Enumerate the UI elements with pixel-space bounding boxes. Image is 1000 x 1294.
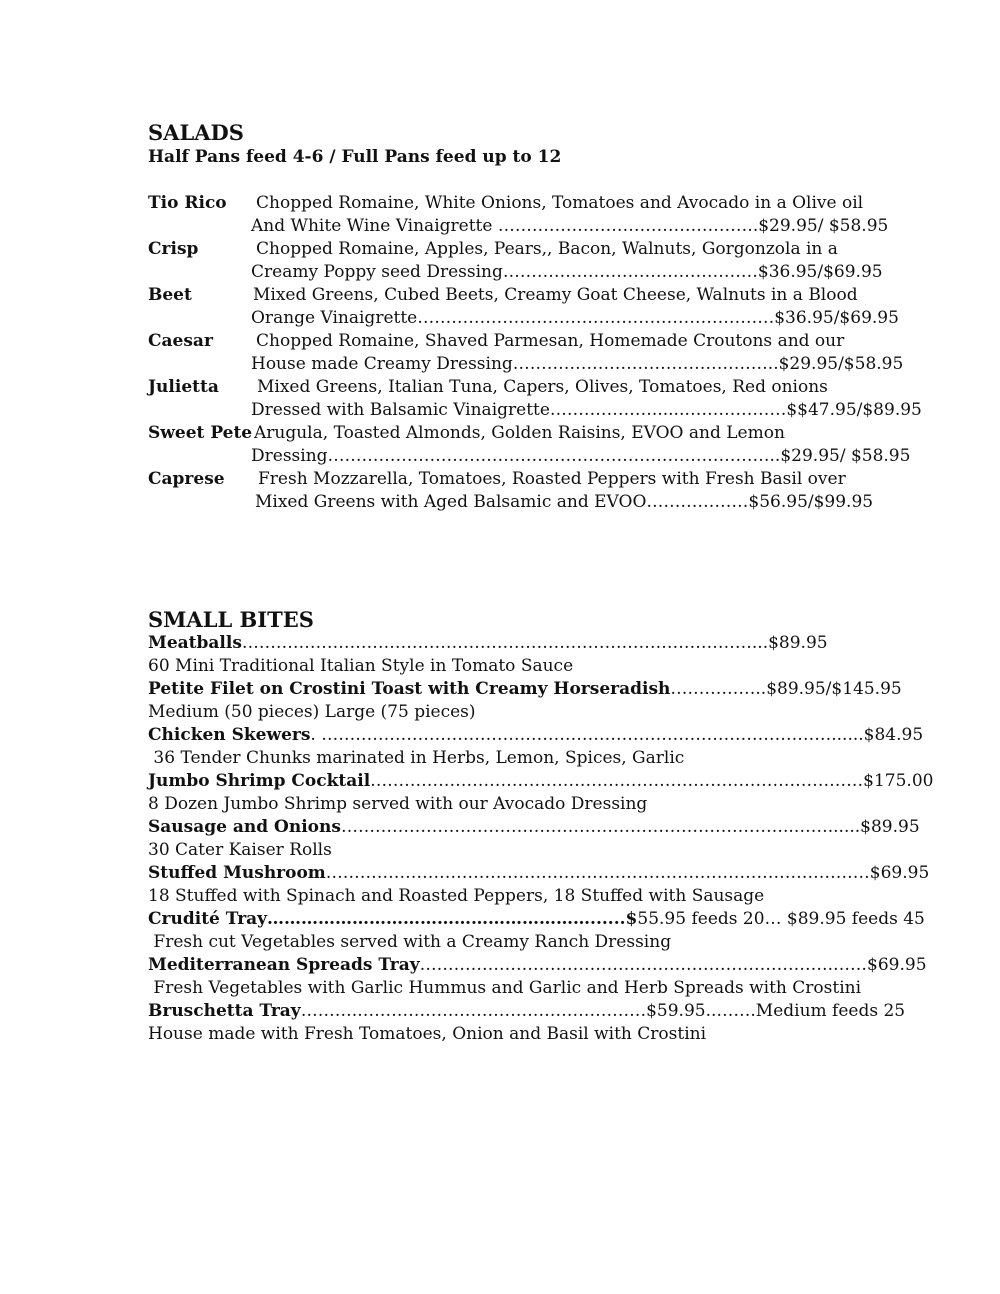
bite-title-line: [148, 954, 927, 976]
bite-title: Crudité Tray…………………………………………………......$: [148, 909, 638, 929]
salads-heading: SALADS: [148, 120, 244, 145]
bite-title: Petite Filet on Crostini Toast with Creamy Horseradish: [148, 679, 671, 699]
bite-title: Jumbo Shrimp Cocktail: [148, 771, 371, 791]
salad-price-line: Creamy Poppy seed Dressing………………………………………$36.95/$69.95: [251, 262, 883, 282]
bite-price: ……………………………………………………………….……$69.95: [419, 955, 927, 975]
bite-title: Sausage and Onions: [148, 817, 341, 837]
bite-description: 18 Stuffed with Spinach and Roasted Peppers, 18 Stuffed with Sausage: [148, 886, 765, 906]
bite-title: Bruschetta Tray: [148, 1001, 301, 1021]
salad-name: Crisp: [148, 239, 199, 259]
bite-title-line: [148, 816, 920, 838]
salad-name: Tio Rico: [148, 193, 227, 213]
bite-description: 8 Dozen Jumbo Shrimp served with our Avocado Dressing: [148, 794, 648, 814]
bite-title-line: [148, 724, 923, 746]
salad-description: Mixed Greens, Italian Tuna, Capers, Olives, Tomatoes, Red onions: [257, 377, 828, 397]
salad-price-line: Orange Vinaigrette………………………………………………………$36.95/$69.95: [251, 308, 899, 328]
bite-description: 30 Cater Kaiser Rolls: [148, 840, 332, 860]
bite-title: Stuffed Mushroom: [148, 863, 326, 883]
bite-description: 60 Mini Traditional Italian Style in Tomato Sauce: [148, 656, 574, 676]
salad-description: Fresh Mozzarella, Tomatoes, Roasted Peppers with Fresh Basil over: [258, 469, 846, 489]
bite-title: Mediterranean Spreads Tray: [148, 955, 420, 975]
bite-title-line: [148, 632, 828, 654]
bite-description: Fresh cut Vegetables served with a Creamy Ranch Dressing: [148, 932, 672, 952]
salad-name: Caesar: [148, 331, 213, 351]
bite-title: Meatballs: [148, 633, 242, 653]
bite-price: ……………………………………………………………………………$175.00: [370, 771, 934, 791]
salad-name: Caprese: [148, 469, 225, 489]
salad-name: Beet: [148, 285, 192, 305]
salad-description: Chopped Romaine, Apples, Pears,, Bacon, Walnuts, Gorgonzola in a: [256, 239, 838, 259]
bite-description: House made with Fresh Tomatoes, Onion and Basil with Crostini: [148, 1024, 707, 1044]
bite-title-line: [148, 908, 925, 930]
salad-description: Chopped Romaine, Shaved Parmesan, Homemade Croutons and our: [256, 331, 845, 351]
bite-title-line: [148, 678, 902, 700]
small-bites-heading: SMALL BITES: [148, 607, 314, 632]
bite-title-line: [148, 862, 929, 884]
bite-description: Medium (50 pieces) Large (75 pieces): [148, 702, 476, 722]
bite-title-line: [148, 1000, 905, 1022]
bite-price: ……………………………………………………………………………………$69.95: [325, 863, 930, 883]
salad-price-line: Mixed Greens with Aged Balsamic and EVOO………………$56.95/$99.95: [255, 492, 874, 512]
salad-name: Julietta: [148, 377, 219, 397]
bite-description: Fresh Vegetables with Garlic Hummus and Garlic and Herb Spreads with Crostini: [148, 978, 862, 998]
salad-price-line: House made Creamy Dressing………………………………………..$29.95/$58.95: [251, 354, 904, 374]
bite-title-line: [148, 770, 933, 792]
bite-price: ……………………………………………………………………..……......$89.95: [340, 817, 920, 837]
salad-description: Chopped Romaine, White Onions, Tomatoes and Avocado in a Olive oil: [256, 193, 864, 213]
salad-price-line: And White Wine Vinaigrette ……………………………………….$29.95/ $58.95: [251, 216, 889, 236]
salad-name: Sweet Pete: [148, 423, 253, 443]
salad-price-line: Dressing……………………………………………………………………..$29.95/ $58.95: [251, 446, 911, 466]
salad-description: Mixed Greens, Cubed Beets, Creamy Goat Cheese, Walnuts in a Blood: [253, 285, 858, 305]
bite-price: ……………..$89.95/$145.95: [670, 679, 902, 699]
salads-subheading: Half Pans feed 4-6 / Full Pans feed up to 12: [148, 147, 562, 167]
bite-price: 55.95 feeds 20… $89.95 feeds 45: [637, 909, 925, 929]
bite-price: . ………………………………………………………………………………......$84.95: [310, 725, 924, 745]
salad-description: Arugula, Toasted Almonds, Golden Raisins, EVOO and Lemon: [254, 423, 785, 443]
bite-description: 36 Tender Chunks marinated in Herbs, Lemon, Spices, Garlic: [148, 748, 685, 768]
salad-price-line: Dressed with Balsamic Vinaigrette………………......………………$$47.95/$89.95: [251, 400, 922, 420]
bite-price: ……….……………………………………………$59.95..…….Medium feeds 25: [300, 1001, 906, 1021]
bite-title: Chicken Skewers: [148, 725, 311, 745]
bite-price: ………………………………………………………………………………...$89.95: [241, 633, 828, 653]
